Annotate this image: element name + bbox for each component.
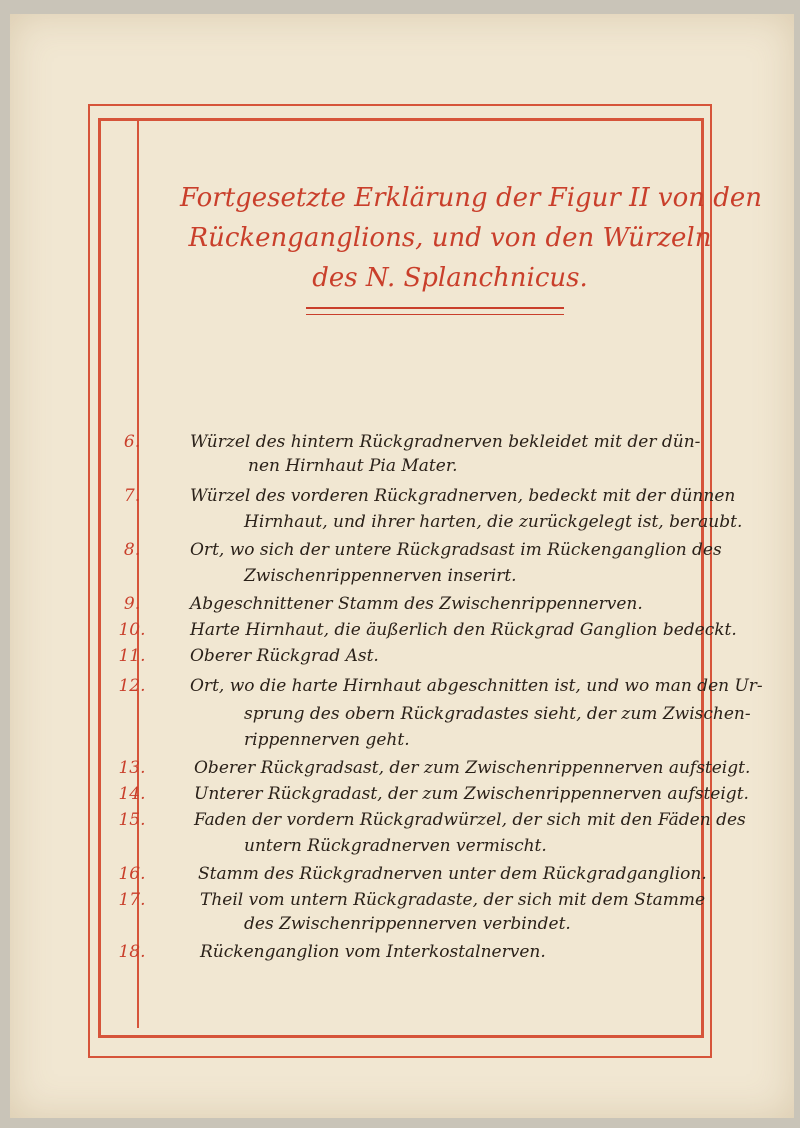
entry-text: nen Hirnhaut Pia Mater. — [248, 456, 458, 476]
entry-text: sprung des obern Rückgradastes sieht, der zum Zwischen- — [244, 704, 751, 724]
entry-number: 15. — [118, 810, 146, 830]
entry-number: 18. — [118, 942, 146, 962]
page-title — [180, 178, 763, 298]
entry-number: 9. — [123, 594, 141, 614]
entry-text: Rückenganglion vom Interkostalnerven. — [200, 942, 546, 962]
entry-text: Hirnhaut, und ihrer harten, die zurückgelegt ist, beraubt. — [244, 512, 743, 532]
title-line: Rückenganglions, und von den Würzeln — [188, 223, 712, 253]
entry-text: des Zwischenrippennerven verbindet. — [244, 914, 571, 934]
entry-text: Abgeschnittener Stamm des Zwischenrippennerven. — [190, 594, 643, 614]
entry-number: 17. — [118, 890, 146, 910]
title-underline — [306, 307, 564, 315]
entry-number: 13. — [118, 758, 146, 778]
entry-text: Faden der vordern Rückgradwürzel, der sich mit den Fäden des — [194, 810, 746, 830]
entry-text: Zwischenrippennerven inserirt. — [244, 566, 517, 586]
entry-number: 8. — [123, 540, 141, 560]
entry-number: 6. — [123, 432, 141, 452]
entry-number: 12. — [118, 676, 146, 696]
title-line: des N. Splanchnicus. — [312, 263, 588, 293]
entry-number: 7. — [123, 486, 141, 506]
entry-text: Unterer Rückgradast, der zum Zwischenrippennerven aufsteigt. — [194, 784, 749, 804]
entry-text: rippennerven geht. — [244, 730, 410, 750]
title-line: Fortgesetzte Erklärung der Figur II von den — [180, 183, 763, 213]
entry-number: 14. — [118, 784, 146, 804]
entry-number: 16. — [118, 864, 146, 884]
entry-text: Stamm des Rückgradnerven unter dem Rückgradganglion. — [198, 864, 707, 884]
entry-number: 10. — [118, 620, 146, 640]
entry-text: Würzel des hintern Rückgradnerven bekleidet mit der dün- — [190, 432, 701, 452]
entry-text: untern Rückgradnerven vermischt. — [244, 836, 547, 856]
entry-text: Oberer Rückgradsast, der zum Zwischenrippennerven aufsteigt. — [194, 758, 751, 778]
entry-text: Ort, wo sich der untere Rückgradsast im Rückenganglion des — [190, 540, 722, 560]
entry-text: Harte Hirnhaut, die äußerlich den Rückgrad Ganglion bedeckt. — [190, 620, 737, 640]
entry-text: Würzel des vorderen Rückgradnerven, bedeckt mit der dünnen — [190, 486, 736, 506]
entry-text: Oberer Rückgrad Ast. — [190, 646, 379, 666]
entry-text: Ort, wo die harte Hirnhaut abgeschnitten ist, und wo man den Ur- — [190, 676, 763, 696]
entry-text: Theil vom untern Rückgradaste, der sich mit dem Stamme — [200, 890, 706, 910]
entry-number: 11. — [118, 646, 146, 666]
